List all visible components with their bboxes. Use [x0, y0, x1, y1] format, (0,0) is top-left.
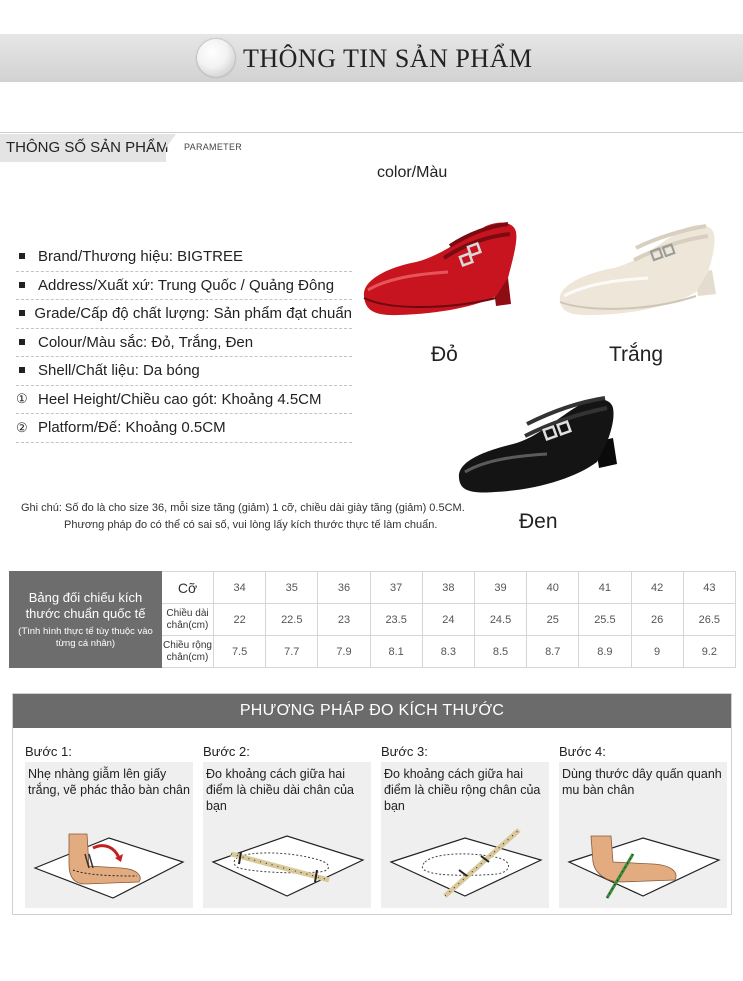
size-cell: 36: [318, 572, 370, 604]
width-cell: 7.5: [214, 636, 266, 668]
spec-item-heel-height: [16, 386, 352, 415]
length-cell: 22.5: [266, 604, 318, 636]
spec-text: Grade/Cấp độ chất lượng: Sản phẩm đạt chuẩn: [34, 305, 352, 323]
spec-text: Brand/Thương hiệu: BIGTREE: [38, 248, 243, 266]
foot-length-ruler-icon: [207, 814, 367, 902]
color-label-black: Đen: [519, 510, 558, 533]
color-label-red: Đỏ: [431, 343, 458, 366]
circled-one-icon: ①: [16, 391, 28, 407]
width-cell: 9.2: [683, 636, 735, 668]
size-note: [21, 500, 465, 534]
width-cell: 9: [631, 636, 683, 668]
bullet-icon: [16, 249, 38, 264]
spec-text: Heel Height/Chiều cao gót: Khoảng 4.5CM: [38, 390, 322, 408]
length-cell: 24.5: [474, 604, 526, 636]
section-subtitle: PARAMETER: [184, 142, 243, 152]
width-cell: 8.7: [527, 636, 579, 668]
length-cell: 26.5: [683, 604, 735, 636]
color-title: color/Màu: [377, 164, 448, 181]
size-cell: 42: [631, 572, 683, 604]
tape-measure-foot-icon: [563, 814, 723, 902]
size-cell: 39: [474, 572, 526, 604]
section-title-flag: [166, 134, 176, 148]
step-label: Bước 1:: [25, 744, 72, 759]
size-chart-title: Bảng đối chiếu kích thước chuẩn quốc tế: [25, 589, 146, 621]
spec-list: [16, 243, 352, 443]
step-text: Đo khoảng cách giữa hai điểm là chiều rộng chân của bạn: [384, 767, 541, 813]
step-text: Dùng thước dây quấn quanh mu bàn chân: [562, 767, 722, 797]
step-label: Bước 4:: [559, 744, 606, 759]
size-chart-note: (Tình hình thực tế tùy thuộc vào từng cá nhân): [18, 625, 153, 649]
size-cell: 35: [266, 572, 318, 604]
red-shoe-image: [358, 218, 528, 318]
size-row-header: Cỡ: [162, 572, 214, 604]
spec-item-platform: [16, 414, 352, 443]
length-cell: 23: [318, 604, 370, 636]
step-text: Đo khoảng cách giữa hai điểm là chiều dài chân của bạn: [206, 767, 355, 813]
bullet-icon: [16, 306, 34, 321]
bullet-icon: [16, 335, 38, 350]
measure-step-1: [25, 742, 193, 908]
width-cell: 7.9: [318, 636, 370, 668]
title-banner: [0, 34, 743, 82]
section-divider: [0, 132, 743, 133]
spec-text: Shell/Chất liệu: Da bóng: [38, 362, 200, 380]
section-title: THÔNG SỐ SẢN PHẨM: [0, 134, 166, 162]
length-cell: 24: [422, 604, 474, 636]
width-cell: 8.1: [370, 636, 422, 668]
size-chart-table: [9, 571, 736, 668]
bullet-icon: [16, 278, 38, 293]
foot-width-ruler-icon: [385, 814, 545, 902]
length-cell: 25.5: [579, 604, 631, 636]
table-row-size: [10, 572, 736, 604]
measure-step-3: [381, 742, 549, 908]
color-label-white: Trắng: [609, 343, 664, 366]
width-cell: 8.9: [579, 636, 631, 668]
size-cell: 43: [683, 572, 735, 604]
spec-item-colour: [16, 329, 352, 358]
banner-circle-ornament: [197, 39, 235, 77]
circled-two-icon: ②: [16, 419, 28, 435]
spec-text: Colour/Màu sắc: Đỏ, Trắng, Đen: [38, 333, 254, 351]
spec-item-grade: [16, 300, 352, 329]
length-cell: 23.5: [370, 604, 422, 636]
step-box: [25, 762, 193, 908]
bullet-icon: [16, 363, 38, 378]
spec-item-material: [16, 357, 352, 386]
size-cell: 40: [527, 572, 579, 604]
step-label: Bước 3:: [381, 744, 428, 759]
spec-text: Platform/Đế: Khoảng 0.5CM: [38, 419, 226, 437]
measure-method-panel: [12, 693, 732, 915]
step-text: Nhẹ nhàng giẫm lên giấy trắng, vẽ phác thảo bàn chân: [28, 767, 190, 797]
size-cell: 41: [579, 572, 631, 604]
step-label: Bước 2:: [203, 744, 250, 759]
foot-outline-icon: [29, 814, 189, 902]
banner-title: THÔNG TIN SẢN PHẨM: [243, 44, 533, 73]
size-note-line-1: Ghi chú: Số đo là cho size 36, mỗi size tăng (giảm) 1 cỡ, chiều dài giày tăng (giảm) 0.5CM.: [21, 502, 465, 514]
length-row-header: Chiều dài chân(cm): [162, 604, 214, 636]
width-cell: 7.7: [266, 636, 318, 668]
white-shoe-image: [556, 218, 726, 318]
size-cell: 34: [214, 572, 266, 604]
length-cell: 25: [527, 604, 579, 636]
step-box: [203, 762, 371, 908]
size-note-line-2: Phương pháp đo có thể có sai số, vui lòng lấy kích thước thực tế làm chuẩn.: [64, 519, 438, 531]
measure-step-2: [203, 742, 371, 908]
step-box: [559, 762, 727, 908]
measure-step-4: [559, 742, 727, 908]
measure-method-title: PHƯƠNG PHÁP ĐO KÍCH THƯỚC: [13, 694, 731, 728]
spec-item-brand: [16, 243, 352, 272]
size-chart-title-cell: [10, 572, 162, 668]
length-cell: 26: [631, 604, 683, 636]
length-cell: 22: [214, 604, 266, 636]
black-shoe-image: [455, 392, 625, 496]
size-cell: 38: [422, 572, 474, 604]
size-cell: 37: [370, 572, 422, 604]
spec-item-origin: [16, 272, 352, 301]
width-cell: 8.5: [474, 636, 526, 668]
width-cell: 8.3: [422, 636, 474, 668]
spec-text: Address/Xuất xứ: Trung Quốc / Quảng Đông: [38, 276, 335, 294]
step-box: [381, 762, 549, 908]
width-row-header: Chiều rộng chân(cm): [162, 636, 214, 668]
